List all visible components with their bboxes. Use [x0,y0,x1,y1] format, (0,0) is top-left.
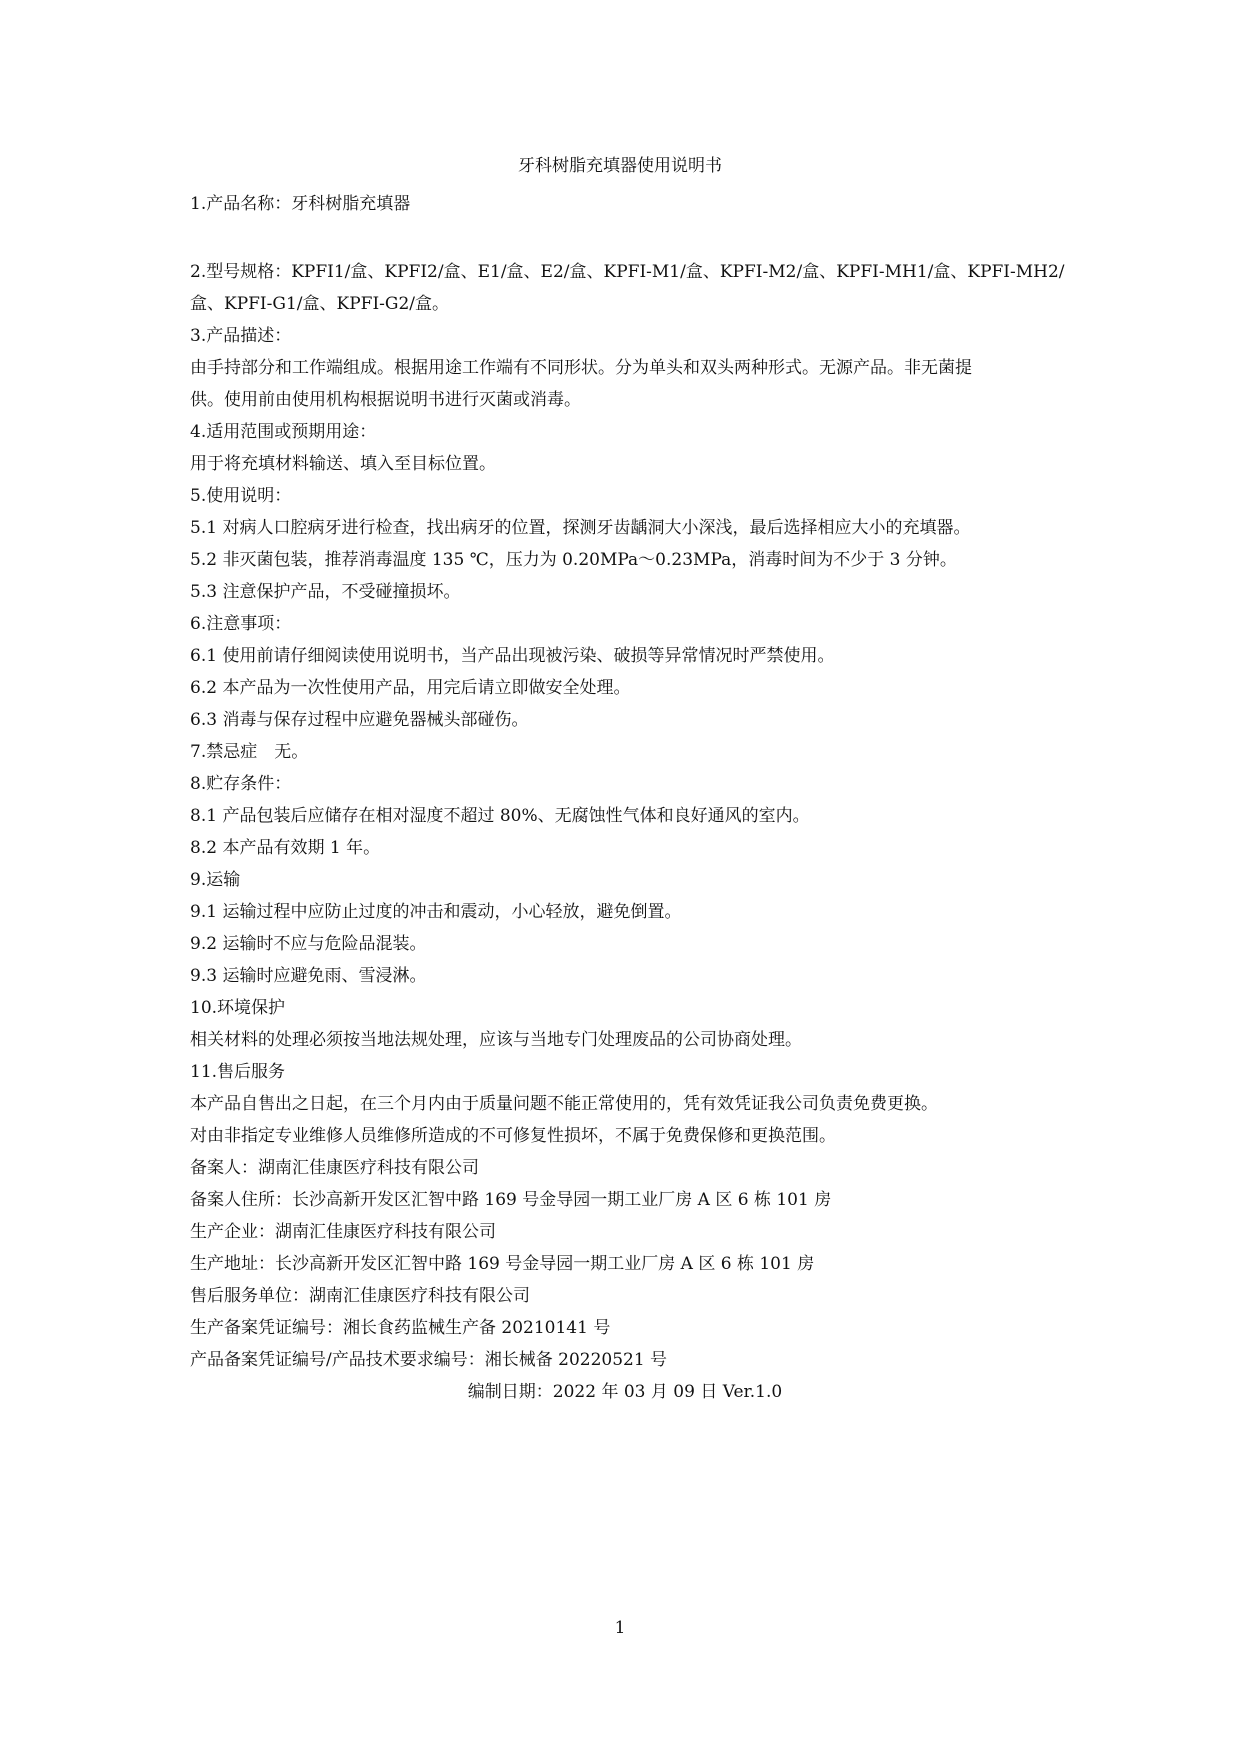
notes-item: 6.1 使用前请仔细阅读使用说明书，当产品出现被污染、破损等异常情况时严禁使用。 [190,646,835,666]
product-certificate: 产品备案凭证编号/产品技术要求编号：湘长械备 20220521 号 [190,1350,668,1370]
contraindications: 7.禁忌症 无。 [190,742,309,762]
storage-heading: 8.贮存条件： [190,774,292,794]
compile-date: 编制日期：2022 年 03 月 09 日 Ver.1.0 [467,1382,783,1402]
transport-heading: 9.运输 [190,870,241,890]
environment-heading: 10.环境保护 [190,998,286,1018]
model-spec-line-2: 盒、KPFI-G1/盒、KPFI-G2/盒。 [190,294,450,314]
registrant: 备案人：湖南汇佳康医疗科技有限公司 [190,1158,479,1178]
storage-item: 8.2 本产品有效期 1 年。 [190,838,381,858]
scope-text: 用于将充填材料输送、填入至目标位置。 [190,454,496,474]
notes-item: 6.3 消毒与保存过程中应避免器械头部碰伤。 [190,710,529,730]
transport-item: 9.2 运输时不应与危险品混装。 [190,934,427,954]
service-item: 本产品自售出之日起，在三个月内由于质量问题不能正常使用的，凭有效凭证我公司负责免费更换。 [190,1094,938,1114]
service-item: 对由非指定专业维修人员维修所造成的不可修复性损坏，不属于免费保修和更换范围。 [190,1126,836,1146]
notes-heading: 6.注意事项： [190,614,292,634]
page-number: 1 [614,1618,626,1638]
model-spec-line-1: 2.型号规格：KPFI1/盒、KPFI2/盒、E1/盒、E2/盒、KPFI-M1/盒、KPFI-M2/盒、KPFI-MH1/盒、KPFI-MH2/ [190,262,1065,282]
document-body [190,188,1065,1408]
document-title: 牙科树脂充填器使用说明书 [518,156,722,176]
blank-line [190,220,1060,256]
usage-heading: 5.使用说明： [190,486,292,506]
description-line-2: 供。使用前由使用机构根据说明书进行灭菌或消毒。 [190,390,581,410]
registrant-address: 备案人住所：长沙高新开发区汇智中路 169 号金导园一期工业厂房 A 区 6 栋 101 房 [190,1190,832,1210]
production-certificate: 生产备案凭证编号：湘长食药监械生产备 20210141 号 [190,1318,611,1338]
scope-heading: 4.适用范围或预期用途： [190,422,377,442]
transport-item: 9.3 运输时应避免雨、雪浸淋。 [190,966,427,986]
manufacturer-address: 生产地址：长沙高新开发区汇智中路 169 号金导园一期工业厂房 A 区 6 栋 101 房 [190,1254,815,1274]
description-heading: 3.产品描述： [190,326,292,346]
transport-item: 9.1 运输过程中应防止过度的冲击和震动，小心轻放，避免倒置。 [190,902,682,922]
service-heading: 11.售后服务 [190,1062,286,1082]
usage-item: 5.3 注意保护产品，不受碰撞损坏。 [190,582,461,602]
description-line-1: 由手持部分和工作端组成。根据用途工作端有不同形状。分为单头和双头两种形式。无源产品。非无菌提 [190,358,972,378]
usage-item: 5.2 非灭菌包装，推荐消毒温度 135 ℃，压力为 0.20MPa～0.23MPa，消毒时间为不少于 3 分钟。 [190,550,957,570]
usage-item: 5.1 对病人口腔病牙进行检查，找出病牙的位置，探测牙齿龋洞大小深浅，最后选择相应大小的充填器。 [190,518,971,538]
product-name: 1.产品名称：牙科树脂充填器 [190,194,411,214]
notes-item: 6.2 本产品为一次性使用产品，用完后请立即做安全处理。 [190,678,631,698]
environment-text: 相关材料的处理必须按当地法规处理，应该与当地专门处理废品的公司协商处理。 [190,1030,802,1050]
storage-item: 8.1 产品包装后应储存在相对湿度不超过 80%、无腐蚀性气体和良好通风的室内。 [190,806,810,826]
service-unit: 售后服务单位：湖南汇佳康医疗科技有限公司 [190,1286,530,1306]
manufacturer: 生产企业：湖南汇佳康医疗科技有限公司 [190,1222,496,1242]
